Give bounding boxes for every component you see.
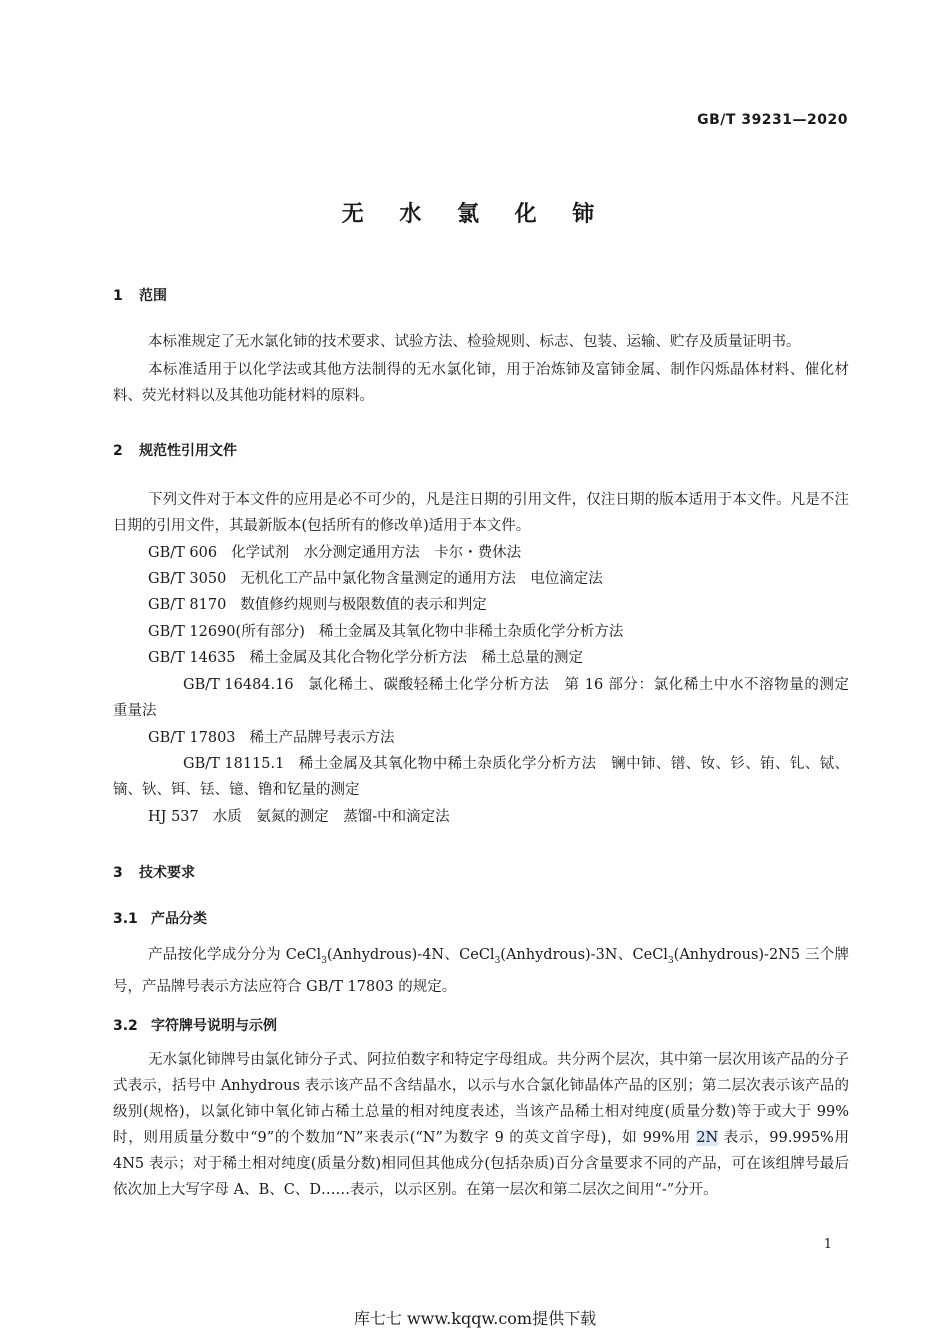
- reference-text: 化学试剂 水分测定通用方法 卡尔・费休法: [231, 545, 522, 561]
- section-number: 1: [113, 288, 123, 304]
- section-title: 产品分类: [151, 911, 207, 927]
- text-run: 无水氯化铈牌号由氯化铈分子式、阿拉伯数字和特定字母组成。共分两个层次，其中第一层次用该产品的分子式表示，括号中 Anhydrous 表示该产品不含结晶水，以示与水合氯化铈晶体产品的区别；第二层次表示该产品的级别(规格)，以氯化铈中氧化铈占稀土总量的相对纯度表述，当该产品稀土相对纯度(质量分数)等于或大于 99%时，则用质量分数中“9”的个数加“N”来表示(“N”为数字 9 的英文首字母)，如 99%用: [113, 1052, 849, 1146]
- section-3-2-heading: [113, 1015, 277, 1035]
- reference-item: [148, 645, 583, 671]
- section-title: 范围: [139, 288, 167, 304]
- page-number: 1: [823, 1237, 832, 1252]
- section-1-paragraph-1: 本标准规定了无水氯化铈的技术要求、试验方法、检验规则、标志、包装、运输、贮存及质量证明书。: [148, 334, 801, 350]
- subscript: 3: [321, 955, 327, 966]
- reference-code: HJ 537: [148, 809, 199, 825]
- section-title: 技术要求: [139, 865, 195, 881]
- reference-text: 水质 氨氮的测定 蒸馏-中和滴定法: [212, 809, 450, 825]
- reference-text: 稀土金属及其氧化物中稀土杂质化学分析方法 镧中铈、镨、钕、钐、铕、钆、铽、镝、钬、铒、铥、镱、镥和钇量的测定: [113, 756, 849, 798]
- reference-item: [148, 725, 395, 751]
- section-3-1-heading: [113, 908, 207, 928]
- reference-text: 氯化稀土、碳酸轻稀土化学分析方法 第 16 部分：氯化稀土中水不溶物量的测定 重量法: [113, 677, 864, 719]
- reference-code: GB/T 14635: [148, 650, 236, 666]
- reference-item: [148, 619, 623, 645]
- reference-code: GB/T 8170: [148, 597, 227, 613]
- reference-code: GB/T 17803: [148, 730, 236, 746]
- text-run: 表示，99.995%用 4N5 表示；对于稀土相对纯度(质量分数)相同但其他成分(包括杂质)百分含量要求不同的产品，可在该组牌号最后依次加上大写字母 A、B、C、D……表示，以示区别。在第一层次和第二层次之间用“-”分开。: [113, 1130, 850, 1198]
- text-run: 产品按化学成分分为 CeCl: [148, 947, 322, 963]
- reference-item: [148, 592, 487, 618]
- section-1-heading: [113, 285, 167, 305]
- reference-item: [148, 540, 521, 566]
- section-title: 规范性引用文件: [139, 443, 237, 459]
- section-3-heading: [113, 862, 195, 882]
- reference-code: GB/T 18115.1: [183, 756, 285, 772]
- section-title: 字符牌号说明与示例: [151, 1018, 277, 1034]
- reference-item: [113, 672, 864, 724]
- document-title: 无 水 氯 化 铈: [341, 202, 609, 227]
- reference-text: 无机化工产品中氯化物含量测定的通用方法 电位滴定法: [240, 571, 603, 587]
- section-number: 3: [113, 865, 123, 881]
- subscript: 3: [494, 955, 501, 966]
- reference-code: GB/T 12690(所有部分): [148, 624, 305, 640]
- reference-code: GB/T 606: [148, 545, 218, 561]
- section-3-2-paragraph: [113, 1047, 849, 1203]
- reference-text: 数值修约规则与极限数值的表示和判定: [240, 597, 487, 613]
- reference-code: GB/T 3050: [148, 571, 227, 587]
- reference-text: 稀土产品牌号表示方法: [249, 730, 395, 746]
- section-number: 3.2: [113, 1018, 138, 1034]
- text-run: (Anhydrous)-3N、CeCl: [500, 947, 668, 963]
- section-number: 3.1: [113, 911, 138, 927]
- standard-code: GB/T 39231—2020: [697, 112, 848, 128]
- reference-text: 稀土金属及其氧化物中非稀土杂质化学分析方法: [318, 624, 624, 640]
- reference-item: [148, 804, 450, 830]
- section-1-paragraph-2: 本标准适用于以化学法或其他方法制得的无水氯化铈，用于冶炼铈及富铈金属、制作闪烁晶体材料、催化材料、荧光材料以及其他功能材料的原料。: [113, 362, 849, 404]
- section-2-heading: [113, 440, 237, 460]
- section-2-intro: 下列文件对于本文件的应用是必不可少的，凡是注日期的引用文件，仅注日期的版本适用于本文件。凡是不注日期的引用文件，其最新版本(包括所有的修改单)适用于本文件。: [113, 492, 849, 534]
- section-3-1-paragraph: [113, 942, 849, 1000]
- reference-text: 稀土金属及其化合物化学分析方法 稀土总量的测定: [249, 650, 584, 666]
- subscript: 3: [667, 955, 674, 966]
- reference-item: [113, 751, 849, 803]
- highlighted-text: 2N: [696, 1130, 719, 1146]
- reference-item: [148, 566, 603, 592]
- download-footer: 库七七 www.kqqw.com提供下载: [353, 1309, 597, 1328]
- text-run: (Anhydrous)-4N、CeCl: [326, 947, 495, 963]
- reference-code: GB/T 16484.16: [183, 677, 294, 693]
- text-run: (Anhydrous)-2N5 三个牌号，产品牌号表示方法应符合 GB/T 17803 的规定。: [113, 947, 849, 995]
- section-number: 2: [113, 443, 123, 459]
